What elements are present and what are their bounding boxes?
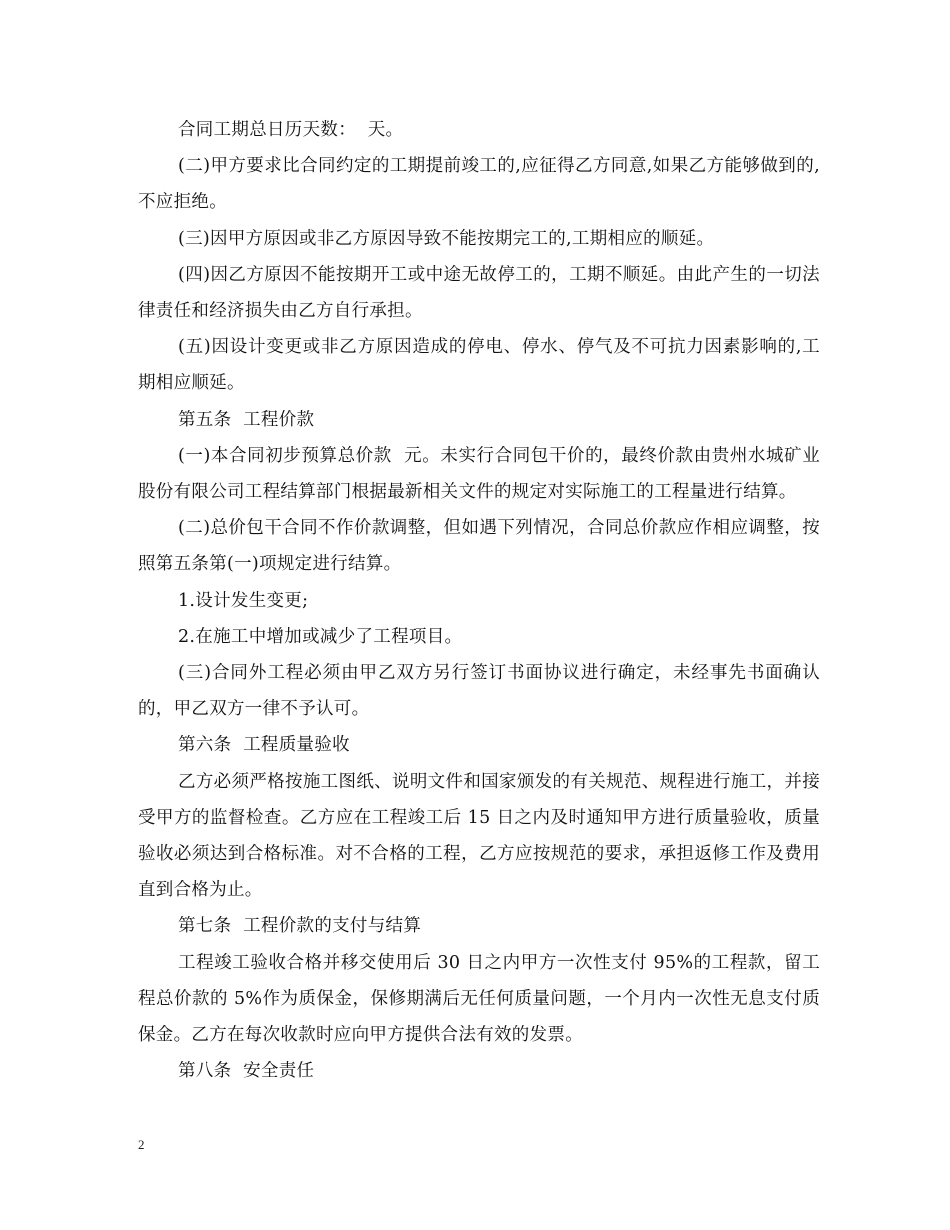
article-7-heading: 第七条 工程价款的支付与结算: [178, 916, 422, 937]
paragraph-lump-sum-adjustment: (二)总价包干合同不作价款调整，但如遇下列情况，合同总价款应作相应调整，按照第五条第(一)项规定进行结算。: [138, 518, 820, 575]
list-item-scope-change: 2.在施工中增加或减少了工程项目。: [178, 626, 463, 647]
document-body: [138, 112, 820, 1089]
paragraph-design-change: (五)因设计变更或非乙方原因造成的停电、停水、停气及不可抗力因素影响的,工期相应顺延。: [138, 337, 820, 394]
article-5-heading: 第五条 工程价款: [178, 409, 315, 430]
paragraph-quality-acceptance: 乙方必须严格按施工图纸、说明文件和国家颁发的有关规范、规程进行施工，并接受甲方的监督检查。乙方应在工程竣工后 15 日之内及时通知甲方进行质量验收，质量验收必须达到合格标准。对不合格的工程，乙方应按规范的要求，承担返修工作及费用直到合格为止。: [138, 771, 820, 901]
paragraph-payment: 工程竣工验收合格并移交使用后 30 日之内甲方一次性支付 95%的工程款，留工程总价款的 5%作为质保金，保修期满后无任何质量问题，一个月内一次性无息支付质保金。乙方在每次收款时应向甲方提供合法有效的发票。: [138, 952, 820, 1046]
paragraph-budget-price: (一)本合同初步预算总价款 元。未实行合同包干价的，最终价款由贵州水城矿业股份有限公司工程结算部门根据最新相关文件的规定对实际施工的工程量进行结算。: [138, 445, 820, 503]
article-8-heading: 第八条 安全责任: [178, 1061, 315, 1082]
article-6-heading: 第六条 工程质量验收: [178, 735, 350, 756]
paragraph-delay-party-b: (四)因乙方原因不能按期开工或中途无故停工的，工期不顺延。由此产生的一切法律责任和经济损失由乙方自行承担。: [138, 264, 820, 322]
paragraph-schedule-days: 合同工期总日历天数： 天。: [178, 120, 404, 140]
page-number: 2: [138, 1137, 145, 1152]
list-item-design-change: 1.设计发生变更;: [178, 590, 309, 611]
paragraph-extra-work: (三)合同外工程必须由甲乙双方另行签订书面协议进行确定，未经事先书面确认的，甲乙双方一律不予认可。: [138, 663, 820, 720]
paragraph-early-completion: (二)甲方要求比合同约定的工期提前竣工的,应征得乙方同意,如果乙方能够做到的,不应拒绝。: [138, 156, 820, 213]
paragraph-delay-party-a: (三)因甲方原因或非乙方原因导致不能按期完工的,工期相应的顺延。: [178, 228, 715, 249]
